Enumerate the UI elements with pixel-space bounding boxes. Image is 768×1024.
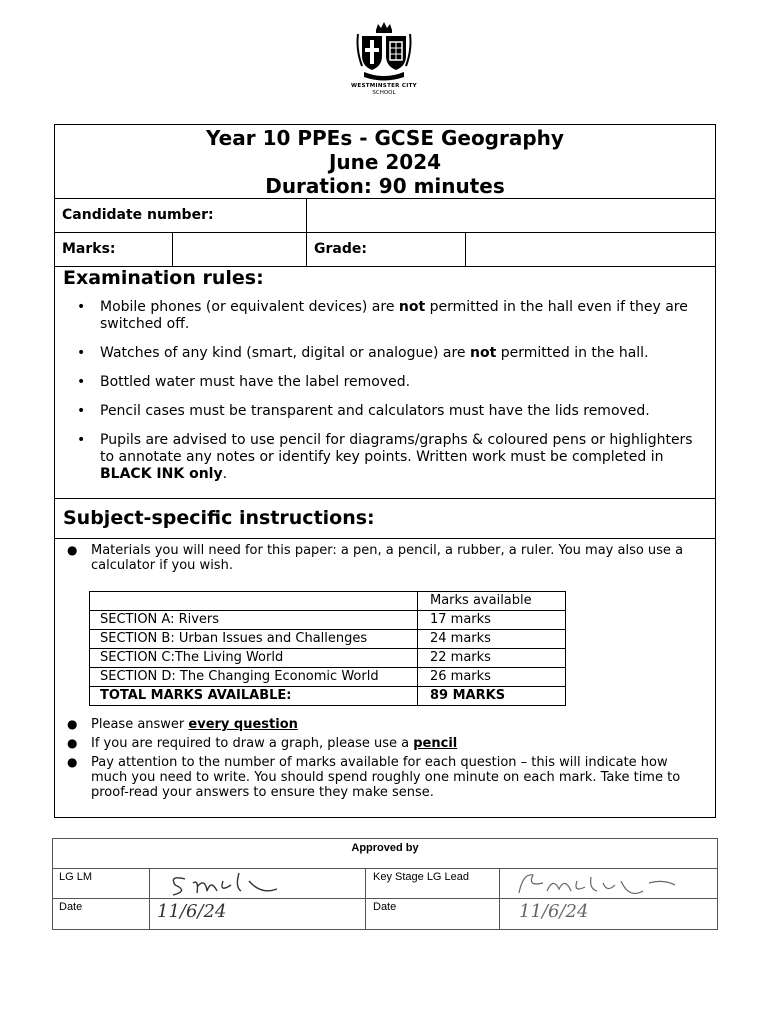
- subject-instructions-heading: Subject-specific instructions:: [63, 507, 375, 529]
- date-value-handwritten: 11/6/24: [519, 901, 589, 922]
- approval-row-lead: [53, 869, 717, 899]
- bullet-icon: •: [77, 299, 86, 315]
- candidate-number-label: Candidate number:: [62, 207, 214, 223]
- exam-title: Year 10 PPEs - GCSE Geography: [206, 126, 564, 150]
- rule-item: • Pencil cases must be transparent and calculators must have the lids removed.: [77, 403, 650, 419]
- section-name: SECTION D: The Changing Economic World: [90, 668, 418, 687]
- key-stage-lead-label: Key Stage LG Lead: [373, 871, 470, 883]
- school-name: WESTMINSTER CITY: [351, 83, 417, 89]
- section-name: SECTION C:The Living World: [90, 649, 418, 668]
- school-subtitle: SCHOOL: [372, 90, 396, 96]
- section-marks: 22 marks: [418, 649, 566, 668]
- rules-list: [55, 299, 715, 483]
- date-label: Date: [373, 901, 397, 913]
- marks-grade-row: [55, 233, 715, 267]
- section-marks: 17 marks: [418, 611, 566, 630]
- bullet-icon: ●: [67, 736, 78, 750]
- examination-rules-section: [55, 267, 715, 499]
- grade-label: Grade:: [314, 241, 367, 257]
- bullet-icon: •: [77, 432, 86, 448]
- bullet-icon: ●: [67, 543, 78, 557]
- guidance-list: [55, 717, 715, 800]
- marks-label: Marks:: [62, 241, 116, 257]
- examination-rules-heading: Examination rules:: [63, 267, 264, 289]
- table-header-marks: Marks available: [418, 592, 566, 611]
- guidance-item: ● Pay attention to the number of marks available for each question – this will indicate how much you need to write. You should spend roughly one minute on each mark. Take time to proof-read your answers to ensure they make sense.: [67, 755, 681, 800]
- school-logo: [334, 20, 434, 96]
- section-name: SECTION B: Urban Issues and Challenges: [90, 630, 418, 649]
- guidance-item: ● If you are required to draw a graph, please use a pencil: [67, 736, 458, 751]
- exam-cover-box: [54, 124, 716, 818]
- bullet-icon: •: [77, 345, 86, 361]
- subject-instructions-heading-row: [55, 499, 715, 539]
- date-value-handwritten: 11/6/24: [157, 901, 227, 922]
- crest-icon: [354, 20, 414, 82]
- rule-item: • Mobile phones (or equivalent devices) are not permitted in the hall even if they are switched off.: [77, 299, 688, 332]
- section-marks: 24 marks: [418, 630, 566, 649]
- date-label: Date: [59, 901, 83, 913]
- total-value: 89 MARKS: [418, 687, 566, 706]
- bullet-icon: •: [77, 403, 86, 419]
- rule-item: • Watches of any kind (smart, digital or analogue) are not permitted in the hall.: [77, 345, 649, 361]
- total-label: TOTAL MARKS AVAILABLE:: [90, 687, 418, 706]
- approval-heading: Approved by: [53, 839, 717, 869]
- marks-table: [89, 591, 566, 706]
- exam-title-block: [55, 125, 715, 199]
- rule-item: • Bottled water must have the label removed.: [77, 374, 411, 390]
- exam-date: June 2024: [328, 150, 442, 174]
- guidance-item: ● Please answer every question: [67, 717, 298, 732]
- table-row: [90, 630, 566, 649]
- signature-key-stage-lead: [503, 869, 693, 899]
- materials-item: ● Materials you will need for this paper: a pen, a pencil, a rubber, a ruler. You may also use a calculator if you wish.: [67, 543, 684, 573]
- bullet-icon: ●: [67, 717, 78, 731]
- table-header-empty: [90, 592, 418, 611]
- rule-item: • Pupils are advised to use pencil for diagrams/graphs & coloured pens or highlighters to annotate any notes or identify key points. Written work must be completed in BLACK INK only.: [77, 432, 693, 482]
- materials-list: [55, 539, 715, 573]
- lg-lm-label: LG LM: [59, 871, 93, 883]
- exam-duration: Duration: 90 minutes: [265, 174, 505, 198]
- section-name: SECTION A: Rivers: [90, 611, 418, 630]
- subject-instructions-body: [55, 539, 715, 809]
- approval-box: [52, 838, 718, 930]
- marks-field[interactable]: [173, 233, 307, 266]
- candidate-number-field[interactable]: [307, 199, 715, 232]
- table-row: [90, 668, 566, 687]
- bullet-icon: •: [77, 374, 86, 390]
- table-row: [90, 649, 566, 668]
- signature-lg-lm: [165, 869, 315, 899]
- candidate-row: [55, 199, 715, 233]
- table-header-row: [90, 592, 566, 611]
- table-total-row: [90, 687, 566, 706]
- grade-field[interactable]: [466, 233, 715, 266]
- table-row: [90, 611, 566, 630]
- section-marks: 26 marks: [418, 668, 566, 687]
- bullet-icon: ●: [67, 755, 78, 769]
- approval-row-date: [53, 899, 717, 929]
